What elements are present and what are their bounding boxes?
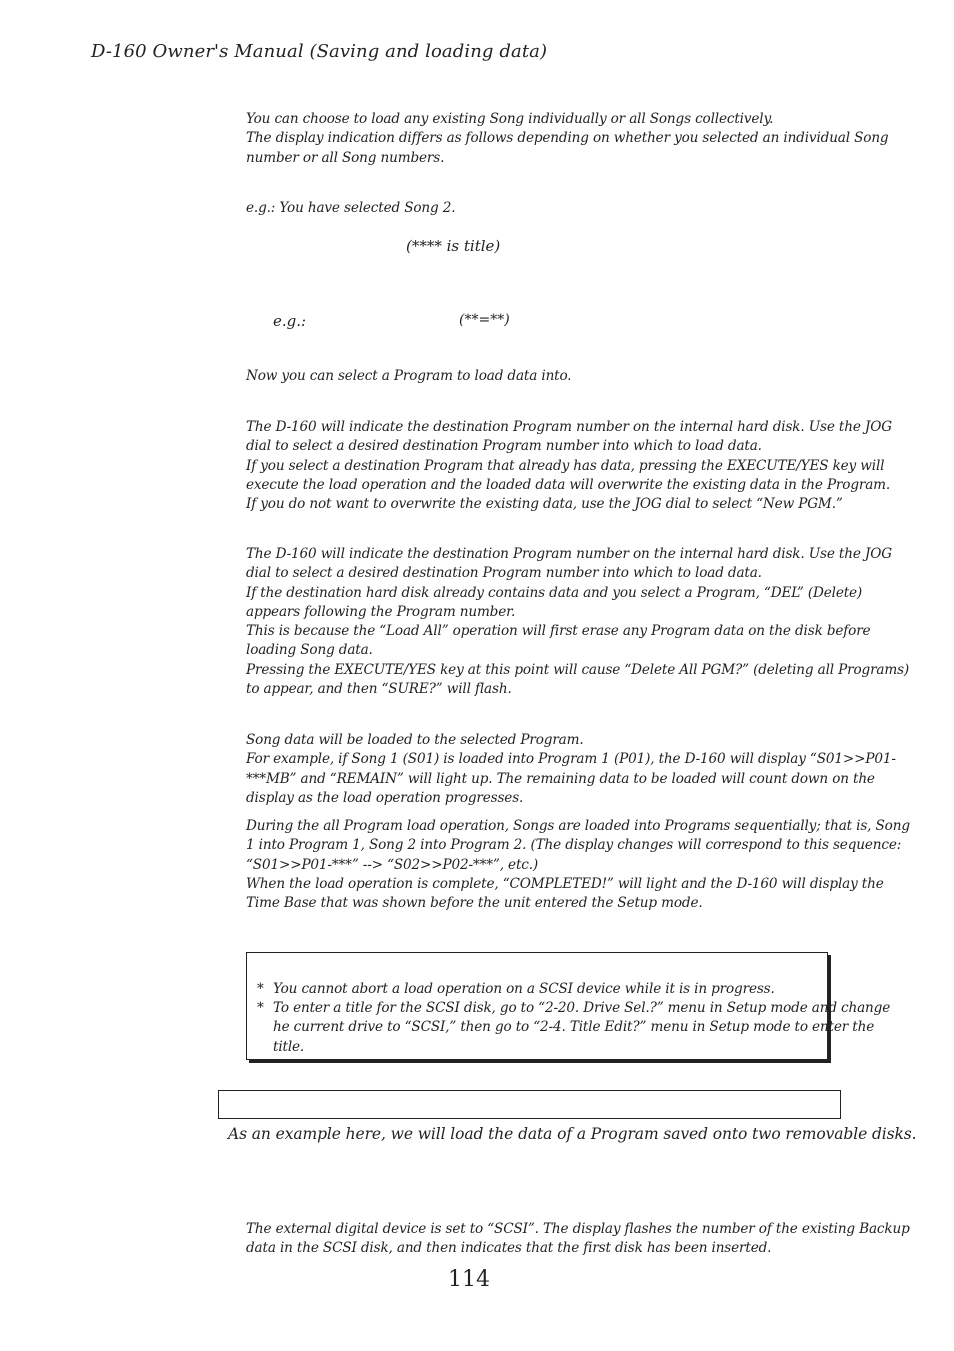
text-line: execute the load operation and the loaded data will overwrite the existing data in the Program. — [246, 476, 891, 493]
text-line: to appear, and then “SURE?” will flash. — [246, 681, 512, 698]
text-line: The display indication differs as follows depending on whether you selected an individual Song — [246, 130, 889, 147]
text-line: he current drive to “SCSI,” then go to “2-4. Title Edit?” menu in Setup mode to enter the — [273, 1019, 875, 1036]
text-line: If the destination hard disk already contains data and you select a Program, “DEL” (Delete) — [246, 584, 863, 601]
text-line: Song data will be loaded to the selected Program. — [246, 732, 584, 748]
text-line: loading Song data. — [246, 642, 373, 659]
text-line: To enter a title for the SCSI disk, go to “2-20. Drive Sel.?” menu in Setup mode and change — [273, 1000, 891, 1016]
text-line: dial to select a desired destination Program number into which to load data. — [246, 438, 762, 455]
text-line: ***MB” and “REMAIN” will light up. The remaining data to be loaded will count down on the — [246, 770, 875, 787]
text-line: You cannot abort a load operation on a SCSI device while it is in progress. — [273, 981, 775, 997]
text-line: title. — [273, 1038, 305, 1055]
section-heading-box — [218, 1090, 841, 1119]
text-line: This is because the “Load All” operation will first erase any Program data on the disk before — [246, 623, 871, 640]
scsi-paragraph — [246, 1220, 910, 1259]
text-line: data in the SCSI disk, and then indicates that the first disk has been inserted. — [246, 1240, 772, 1257]
select-program-text: Now you can select a Program to load data into. — [246, 368, 572, 384]
text-line: The external digital device is set to “SCSI”. The display flashes the number of the existing Backup — [246, 1221, 910, 1237]
bullet: * — [257, 981, 264, 997]
text-line: display as the load operation progresses. — [246, 789, 524, 806]
note-box — [246, 952, 891, 1060]
example-intro-text: As an example here, we will load the data of a Program saved onto two removable disks. — [228, 1125, 917, 1143]
all-load-paragraph — [246, 545, 909, 699]
sequential-paragraph — [246, 817, 910, 913]
text-line: Pressing the EXECUTE/YES key at this point will cause “Delete All PGM?” (deleting all Programs) — [246, 661, 910, 678]
text-line: The D-160 will indicate the destination Program number on the internal hard disk. Use the JOG — [246, 419, 892, 435]
text-line: For example, if Song 1 (S01) is loaded into Program 1 (P01), the D-160 will display “S01>>P01- — [246, 751, 896, 768]
text-line: If you do not want to overwrite the existing data, use the JOG dial to select “New PGM.” — [246, 496, 843, 513]
bullet: * — [257, 1000, 264, 1016]
page-header-title: D-160 Owner's Manual (Saving and loading data) — [91, 41, 548, 62]
text-line: “S01>>P01-***” --> “S02>>P02-***”, etc.) — [246, 856, 539, 873]
text-line: dial to select a desired destination Program number into which to load data. — [246, 565, 762, 582]
text-line: 1 into Program 1, Song 2 into Program 2. (The display changes will correspond to this sequence: — [246, 837, 902, 854]
text-line: During the all Program load operation, Songs are loaded into Programs sequentially; that is, Song — [246, 818, 910, 834]
text-line: number or all Song numbers. — [246, 149, 445, 166]
individual-load-paragraph — [246, 418, 892, 514]
intro-paragraph — [246, 110, 888, 168]
example-equals-note: (**=**) — [459, 312, 510, 328]
text-line: When the load operation is complete, “COMPLETED!” will light and the D-160 will display the — [246, 875, 884, 892]
loaded-paragraph — [246, 731, 896, 808]
text-line: Time Base that was shown before the unit entered the Setup mode. — [246, 895, 703, 912]
text-line: You can choose to load any existing Song individually or all Songs collectively. — [246, 111, 774, 127]
example-song2: e.g.: You have selected Song 2. — [246, 200, 456, 216]
title-note: (**** is title) — [406, 237, 501, 255]
text-line: If you select a destination Program that already has data, pressing the EXECUTE/YES key will — [246, 457, 885, 474]
page-number: 114 — [448, 1267, 490, 1292]
example-label: e.g.: — [273, 312, 307, 330]
text-line: appears following the Program number. — [246, 603, 516, 620]
text-line: The D-160 will indicate the destination Program number on the internal hard disk. Use the JOG — [246, 546, 892, 562]
